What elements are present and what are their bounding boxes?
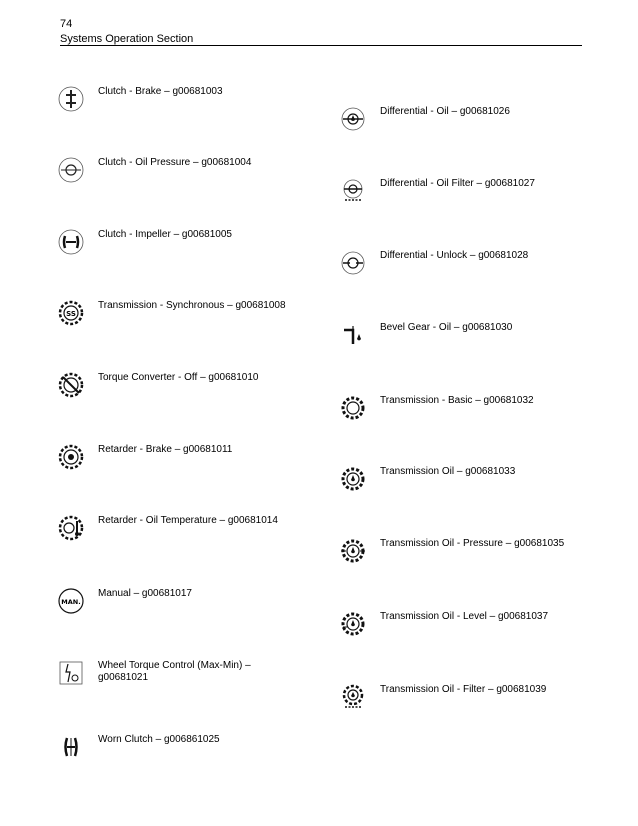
- transmission-oil-filter-icon: [340, 684, 366, 710]
- transmission-oil-icon: [340, 466, 366, 492]
- page-header: [60, 18, 582, 46]
- item-label: Transmission Oil - Pressure – g00681035: [380, 538, 565, 549]
- item-label: Clutch - Brake – g00681003: [98, 86, 223, 97]
- item-label: Worn Clutch – g006861025: [98, 734, 220, 745]
- item-label: Transmission Oil – g00681033: [380, 466, 516, 477]
- item-label: Differential - Oil Filter – g00681027: [380, 178, 535, 189]
- transmission-oil-pressure-icon: [340, 538, 366, 564]
- header-rule: [60, 45, 582, 46]
- wheel-torque-control-icon: [58, 660, 84, 686]
- transmission-basic-icon: [340, 395, 366, 421]
- item-label: Clutch - Impeller – g00681005: [98, 229, 232, 240]
- differential-oil-icon: [340, 106, 366, 132]
- transmission-synchronous-icon: [58, 300, 84, 326]
- item-label: Retarder - Brake – g00681011: [98, 444, 233, 455]
- svg-text:SS: SS: [66, 310, 76, 318]
- item-label: Torque Converter - Off – g00681010: [98, 372, 259, 383]
- clutch-impeller-icon: [58, 229, 84, 255]
- torque-converter-off-icon: [58, 372, 84, 398]
- retarder-brake-icon: [58, 444, 84, 470]
- item-label: Retarder - Oil Temperature – g00681014: [98, 515, 278, 526]
- item-label: Transmission Oil - Level – g00681037: [380, 611, 549, 622]
- item-label: Bevel Gear - Oil – g00681030: [380, 322, 513, 333]
- item-label: Transmission - Synchronous – g00681008: [98, 300, 286, 311]
- item-label: Differential - Unlock – g00681028: [380, 250, 529, 261]
- item-label: Differential - Oil – g00681026: [380, 106, 510, 117]
- bevel-gear-oil-icon: [340, 322, 366, 348]
- differential-oil-filter-icon: [340, 178, 366, 204]
- retarder-oil-temperature-icon: [58, 515, 84, 541]
- item-label: Clutch - Oil Pressure – g00681004: [98, 157, 252, 168]
- section-title: Systems Operation Section: [60, 33, 194, 45]
- differential-unlock-icon: [340, 250, 366, 276]
- item-label: Manual – g00681017: [98, 588, 192, 599]
- page-number: 74: [60, 18, 73, 30]
- clutch-oil-pressure-icon: [58, 157, 84, 183]
- worn-clutch-icon: [58, 734, 84, 760]
- item-label: Transmission Oil - Filter – g00681039: [380, 684, 547, 695]
- manual-icon: [58, 588, 84, 614]
- item-label: Wheel Torque Control (Max-Min) – g00681021: [98, 660, 251, 683]
- transmission-oil-level-icon: [340, 611, 366, 637]
- item-label: Transmission - Basic – g00681032: [380, 395, 534, 406]
- svg-text:MAN.: MAN.: [61, 598, 81, 606]
- clutch-brake-icon: [58, 86, 84, 112]
